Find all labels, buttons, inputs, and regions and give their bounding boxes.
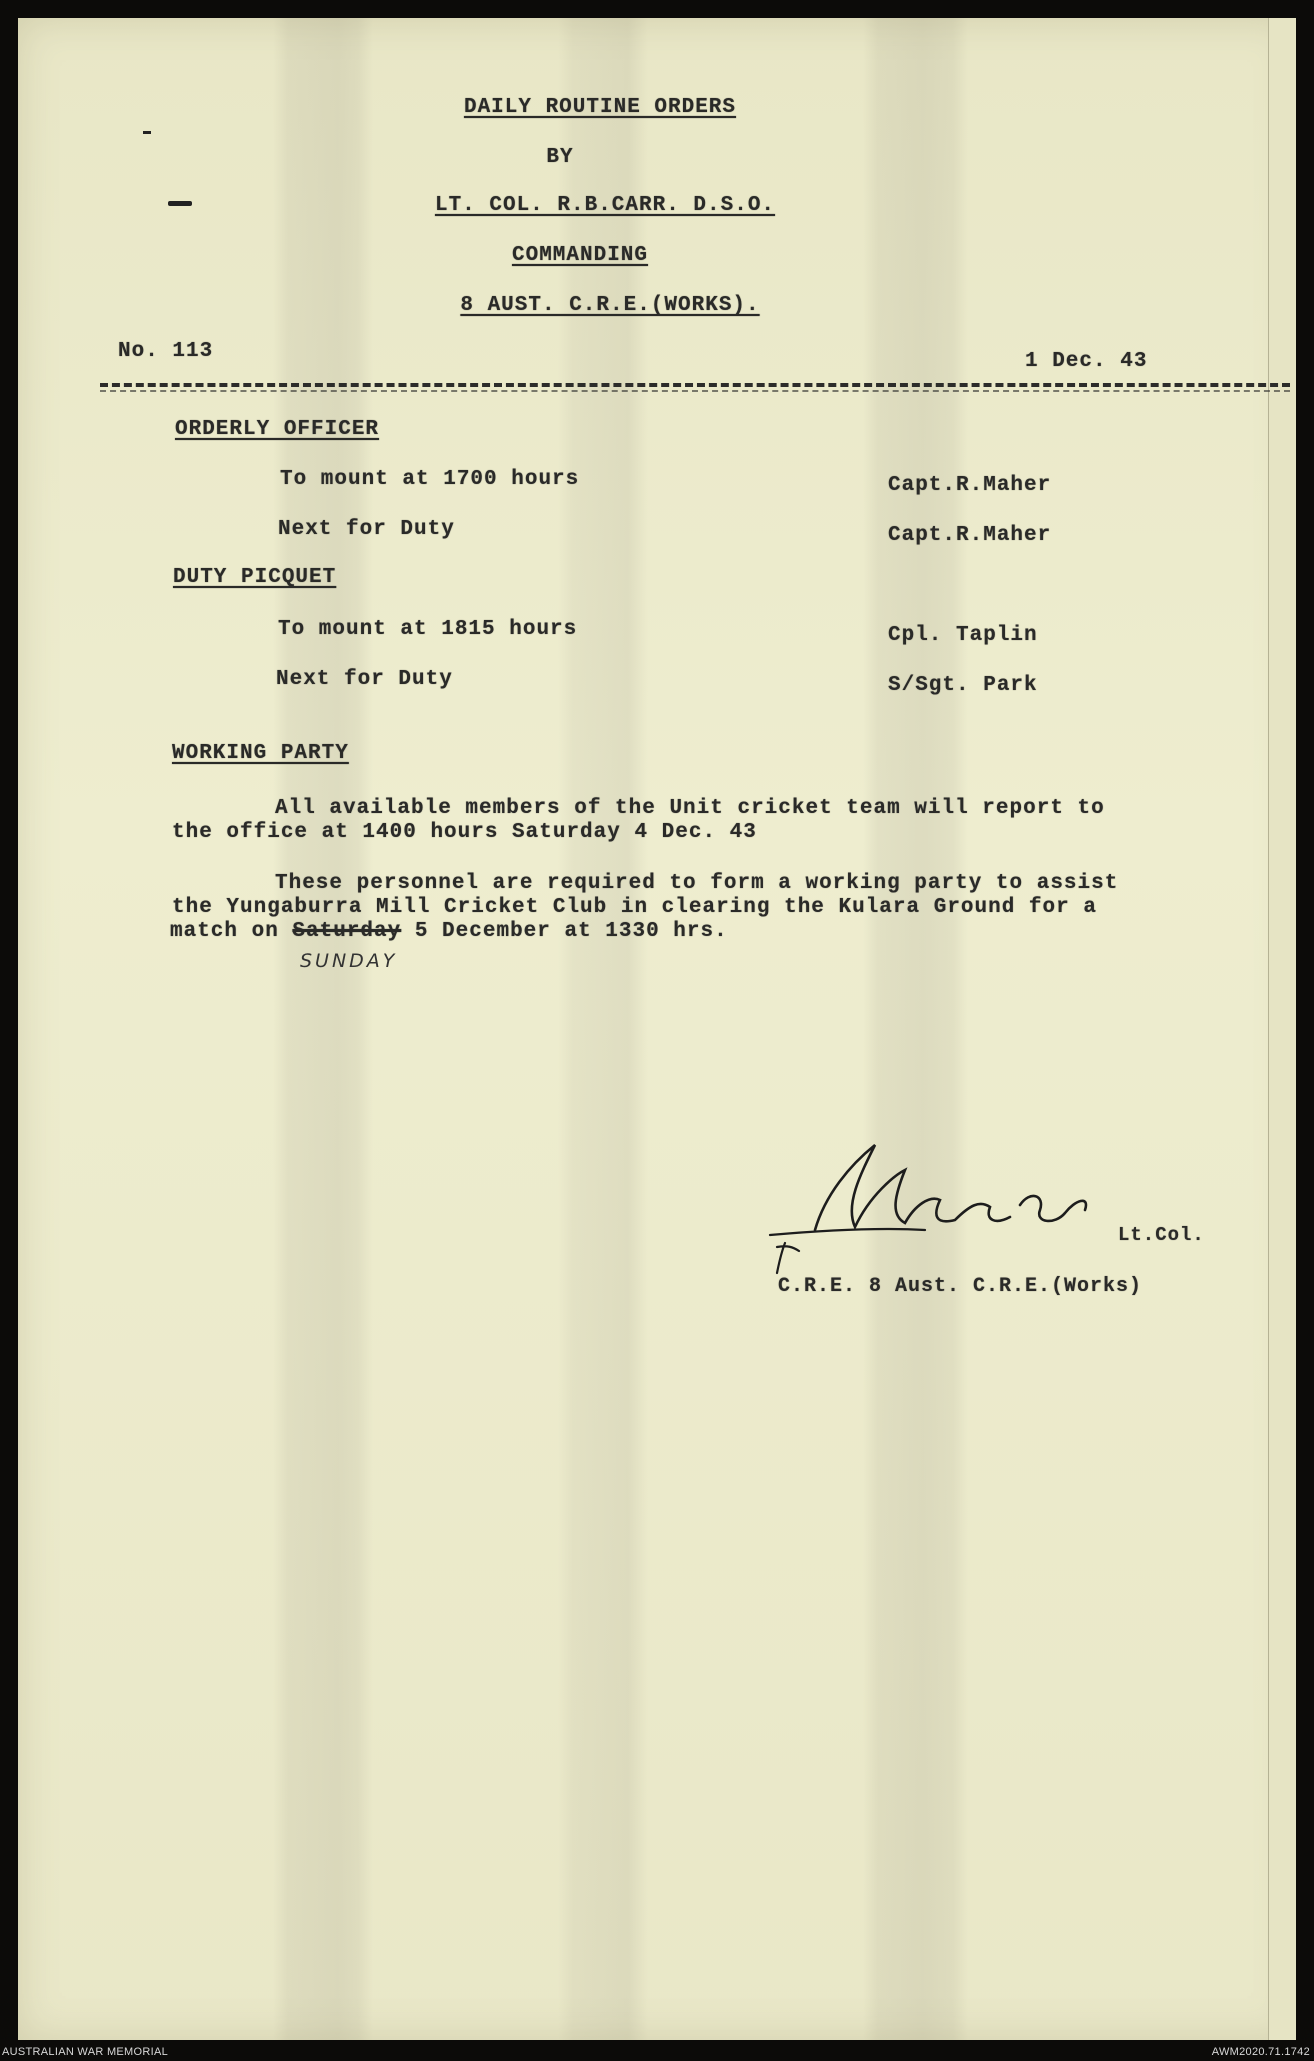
- order-date: 1 Dec. 43: [1025, 350, 1148, 373]
- orderly-officer-row-label: Next for Duty: [278, 518, 455, 541]
- working-party-paragraph-1: All available members of the Unit cricket team will report to: [275, 797, 1105, 820]
- document-title: DAILY ROUTINE ORDERS: [463, 96, 737, 119]
- match-text-prefix: match on: [170, 920, 293, 943]
- section-heading-orderly-officer: ORDERLY OFFICER: [175, 418, 380, 441]
- divider-rule: [100, 383, 1290, 387]
- margin-mark: [168, 201, 192, 206]
- working-party-paragraph-2: the Yungaburra Mill Cricket Club in clearing the Kulara Ground for a: [172, 896, 1097, 919]
- orderly-officer-row-value: Capt.R.Maher: [888, 474, 1052, 497]
- document-page: [18, 18, 1295, 2040]
- signature-title: C.R.E. 8 Aust. C.R.E.(Works): [778, 1275, 1143, 1298]
- divider-rule-shadow: [100, 390, 1290, 392]
- footer-accession-number: AWM2020.71.1742: [1211, 2046, 1310, 2058]
- page-edge-fold: [1268, 18, 1296, 2040]
- orderly-officer-row-label: To mount at 1700 hours: [280, 468, 580, 491]
- commander-name: LT. COL. R.B.CARR. D.S.O.: [434, 194, 776, 217]
- margin-mark: [143, 131, 151, 134]
- signature-mark: [755, 1135, 1135, 1275]
- section-heading-working-party: WORKING PARTY: [172, 742, 349, 765]
- handwritten-correction: SUNDAY: [300, 950, 398, 972]
- working-party-paragraph-2: These personnel are required to form a working party to assist: [275, 872, 1119, 895]
- orderly-officer-row-value: Capt.R.Maher: [888, 524, 1052, 547]
- title-commanding: COMMANDING: [511, 244, 649, 267]
- duty-picquet-row-label: Next for Duty: [276, 668, 453, 691]
- working-party-paragraph-1: the office at 1400 hours Saturday 4 Dec. 43: [172, 821, 757, 844]
- match-text-suffix: 5 December at 1330 hrs.: [401, 920, 728, 943]
- order-number: No. 113: [118, 340, 214, 363]
- title-by: BY: [546, 146, 574, 169]
- struck-out-day: Saturday: [292, 920, 402, 943]
- footer-source-label: AUSTRALIAN WAR MEMORIAL: [2, 2046, 169, 2058]
- duty-picquet-row-value: Cpl. Taplin: [888, 624, 1038, 647]
- duty-picquet-row-label: To mount at 1815 hours: [278, 618, 578, 641]
- working-party-paragraph-2: [170, 920, 728, 943]
- signature-rank: Lt.Col.: [1118, 1224, 1205, 1246]
- section-heading-duty-picquet: DUTY PICQUET: [173, 566, 337, 589]
- unit-name: 8 AUST. C.R.E.(WORKS).: [460, 294, 760, 317]
- duty-picquet-row-value: S/Sgt. Park: [888, 674, 1038, 697]
